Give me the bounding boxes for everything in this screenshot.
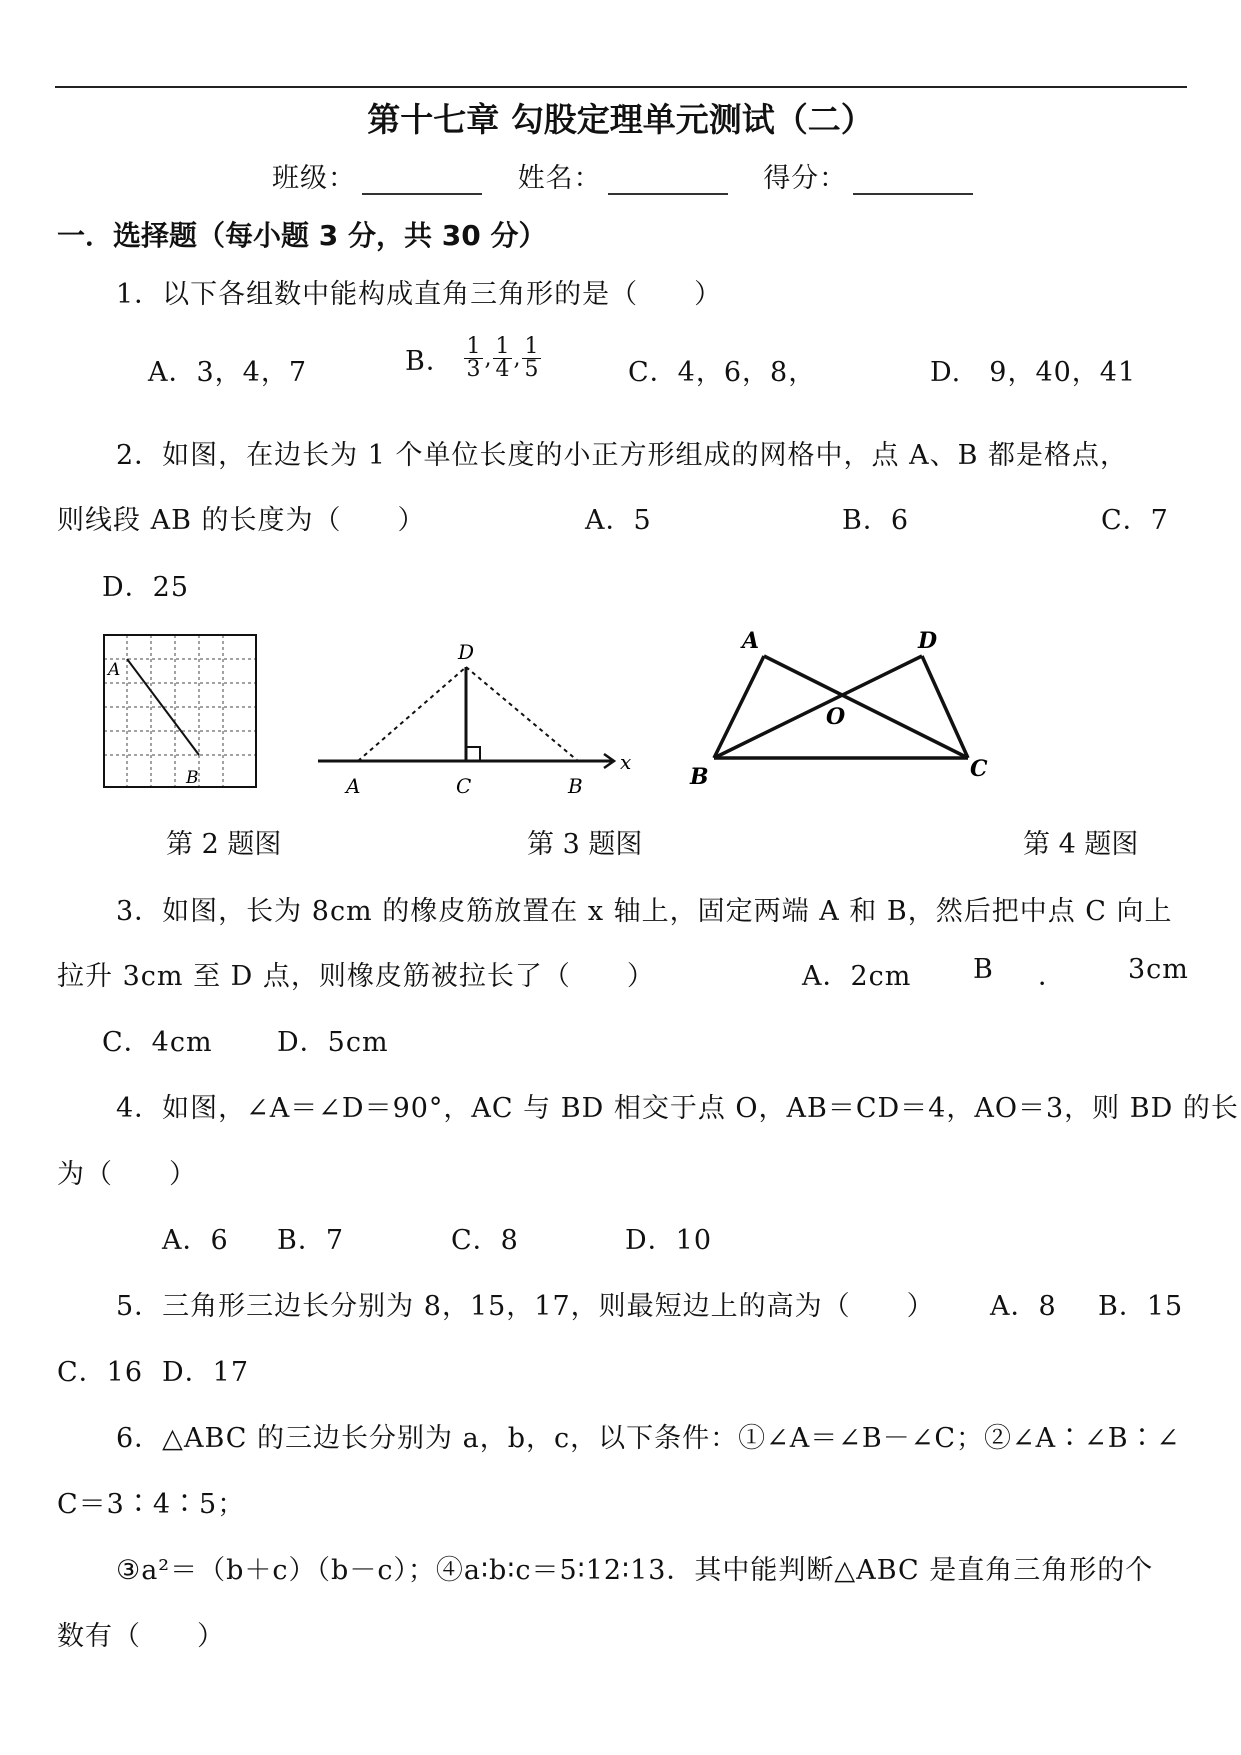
section-heading: 一．选择题（每小题 3 分，共 30 分） (57, 219, 547, 252)
q2-line2: 则线段 AB 的长度为（ ） (57, 505, 426, 536)
q5-option-a[interactable]: A．8 (990, 1291, 1057, 1322)
q1-option-d[interactable]: D. 9，40，41 (930, 357, 1137, 388)
q6-line3: ③a²＝（b＋c）（b－c）；④a∶b∶c＝5∶12∶13．其中能判断△ABC 是直角三角形的个 (116, 1555, 1154, 1586)
fraction: $\frac{1}{4}$ (495, 334, 511, 382)
class-label: 班级： (272, 163, 356, 194)
fig3-label-a: A (346, 774, 361, 798)
fig4-label-a: A (742, 628, 760, 654)
fig4-label-d: D (918, 628, 938, 654)
class-blank[interactable] (362, 167, 482, 195)
q3-option-d[interactable]: D．5cm (277, 1027, 389, 1058)
fig3-caption: 第 3 题图 (527, 829, 643, 860)
fig2-label-b: B (186, 768, 199, 788)
page-title: 第十七章 勾股定理单元测试（二） (367, 100, 874, 139)
q6-line4: 数有（ ） (57, 1621, 225, 1652)
q3-line1: 3．如图，长为 8cm 的橡皮筋放置在 x 轴上，固定两端 A 和 B，然后把中点 C 向上 (116, 896, 1173, 927)
figure-2-grid (102, 633, 262, 793)
fig4-caption: 第 4 题图 (1023, 829, 1139, 860)
q6-line1: 6．△ABC 的三边长分别为 a，b，c，以下条件：①∠A＝∠B－∠C；②∠A∶∠B∶∠ (116, 1423, 1181, 1454)
fig3-label-b: B (568, 774, 583, 798)
q5-option-c[interactable]: C．16 (57, 1357, 144, 1388)
fraction: $\frac{1}{5}$ (524, 334, 540, 382)
q6-line2: C＝3∶4∶5； (57, 1489, 246, 1520)
student-info-row (272, 156, 979, 195)
q5-line1: 5．三角形三边长分别为 8，15，17，则最短边上的高为（ ） (116, 1291, 935, 1322)
q4-option-b[interactable]: B．7 (277, 1225, 345, 1256)
q4-option-d[interactable]: D．10 (625, 1225, 713, 1256)
q3-option-b-value[interactable]: 3cm (1128, 954, 1189, 985)
q2-option-d[interactable]: D．25 (102, 572, 190, 603)
q1-option-c[interactable]: C．4，6，8， (628, 357, 817, 388)
fig3-label-d: D (458, 640, 475, 664)
q3-option-a[interactable]: A．2cm (802, 961, 912, 992)
figure-4-diagram (690, 630, 1010, 790)
fig2-caption: 第 2 题图 (166, 829, 282, 860)
q2-option-a[interactable]: A．5 (585, 505, 652, 536)
q4-line1: 4．如图，∠A＝∠D＝90°，AC 与 BD 相交于点 O，AB＝CD＝4，AO＝3，则 BD 的长 (116, 1093, 1239, 1124)
q3-option-b-dot: ． (1038, 961, 1066, 992)
name-label: 姓名： (517, 163, 602, 194)
q2-option-c[interactable]: C．7 (1101, 505, 1169, 536)
q4-option-a[interactable]: A．6 (162, 1225, 229, 1256)
q3-line2: 拉升 3cm 至 D 点，则橡皮筋被拉长了（ ） (57, 961, 655, 992)
fig2-label-a: A (108, 660, 121, 680)
q1-option-a[interactable]: A．3，4，7 (148, 357, 308, 388)
q2-option-b[interactable]: B．6 (842, 505, 910, 536)
q5-option-d[interactable]: D．17 (162, 1357, 250, 1388)
q4-option-c[interactable]: C．8 (451, 1225, 519, 1256)
name-blank[interactable] (608, 167, 728, 195)
q2-line1: 2．如图，在边长为 1 个单位长度的小正方形组成的网格中，点 A、B 都是格点， (116, 440, 1129, 471)
fig3-label-x: x (620, 750, 632, 774)
fig4-label-b: B (690, 764, 709, 790)
q1-option-b-prefix: B． (405, 346, 454, 377)
fig3-label-c: C (456, 774, 472, 798)
q3-option-b-letter[interactable]: B (973, 954, 994, 985)
fraction: $\frac{1}{3}$ (466, 334, 482, 382)
q5-option-b[interactable]: B．15 (1098, 1291, 1184, 1322)
fig4-label-o: O (826, 704, 846, 730)
q1-option-b[interactable]: B． $\frac{1}{3}$ , $\frac{1}{4}$ , $\frac{1}{5}$ (405, 334, 540, 382)
top-rule (55, 86, 1187, 88)
q4-line2: 为（ ） (57, 1159, 197, 1190)
score-label: 得分： (763, 163, 848, 194)
q3-option-c[interactable]: C．4cm (102, 1027, 213, 1058)
score-blank[interactable] (853, 167, 973, 195)
fig4-label-c: C (970, 756, 988, 782)
figure-3-diagram (310, 633, 650, 798)
q1-stem: 1．以下各组数中能构成直角三角形的是（ ） (116, 279, 723, 310)
